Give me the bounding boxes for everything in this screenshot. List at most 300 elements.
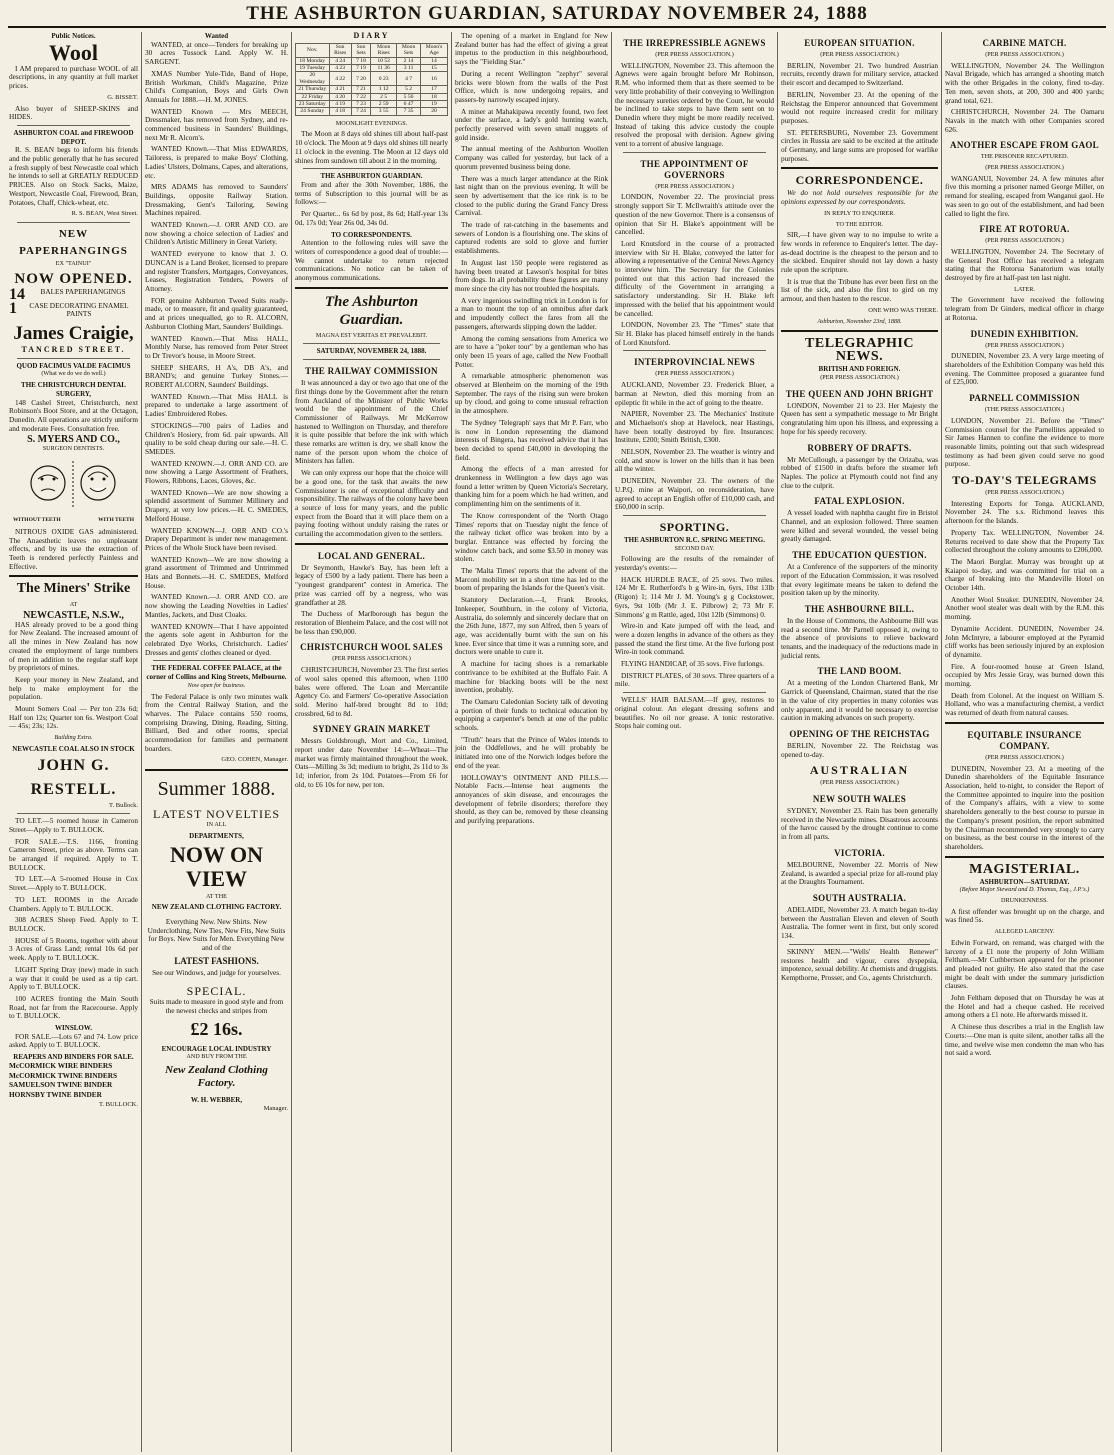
letter-signature: ONE WHO WAS THERE. bbox=[868, 306, 938, 314]
article-text: ADELAIDE, November 23. A match began to-day between the Australian Eleven and eleven of South Australia. The former went in first, but only scored 134. bbox=[781, 905, 938, 941]
article-text: Mr McCullough, a passenger by the Orizaba, was robbed of £1500 in drafts before the steamer left Naples. The police at Plymouth could not find any clue to the culprit. bbox=[781, 454, 938, 490]
article-text: We can only express our hope that the choice will be a good one, for the task that awaits the new Commissioner is one of exceptional difficulty and responsibility. The railways of the colony have been a source of loss for many years, and the public expect from the Board that it will place them on a paying footing without unduly raising the rates or curtailing the accommodation given to the settlers. bbox=[295, 468, 448, 539]
article-text: The trade of rat-catching in the basements and sewers of London is a flourishing one. The skins of captured rodents are sold to glove and furrier establishments. bbox=[455, 220, 608, 256]
ad-text: WANTED Known.—That Miss HALL, Monthly Nurse, has removed from Peter Street to Dr Trevor's house, in Moore Street. bbox=[145, 333, 288, 360]
table-cell: 7 22 bbox=[351, 93, 370, 100]
article-text: Another Wool Steaker. DUNEDIN, November 24. Another wool stealer was dealt with by the R.M. this morning. bbox=[945, 594, 1104, 622]
article-text: Wire-in and Kate jumped off with the lead, and were a dozen lengths in advance of the others as they passed the stand the first time. At the five furlong post Wire-in took command. bbox=[615, 621, 774, 657]
article-text: There was a much larger attendance at the Rink last night than on the previous evening. It will be seen by advertisement that the ice rink is to be closed to the public during the Grand Fancy Dress Carnival. bbox=[455, 173, 608, 218]
table-cell: 23 Saturday bbox=[296, 100, 330, 107]
table-cell: 4 7 bbox=[397, 72, 421, 86]
table-cell: 2 59 bbox=[371, 100, 397, 107]
article-text: The Duchess of Marlborough has begun the restoration of Blenheim Palace, and the cost will not be less than £90,000. bbox=[295, 609, 448, 636]
ad-subtitle: SPECIAL. bbox=[186, 984, 247, 999]
ad-title: ASHBURTON COAL and FIREWOOD DEPOT. bbox=[13, 128, 134, 146]
article-headline: TO-DAY'S TELEGRAMS bbox=[952, 473, 1097, 488]
article-headline: SPORTING. bbox=[659, 519, 730, 534]
ad-title: New Zealand Clothing Factory. bbox=[165, 1063, 268, 1089]
table-row bbox=[296, 93, 448, 100]
table-cell: 1 12 bbox=[371, 86, 397, 93]
ad-text: TO LET.—5 roomed house in Cameron Street—Apply to T. BULLOCK. bbox=[9, 816, 138, 834]
ad-text: WANTED everyone to know that J. O. DUNCAN is a Land Broker, licensed to prepare and register Transfers, Mortgages, Conveyances, Leases, Registration Tenders, Powers of Attorney. bbox=[145, 249, 288, 293]
article-text: The Maori Burglar. Murray was brought up at Kaiapoi to-day, and was committed for trial on a charge of breaking into the Mandeville Hotel on October 14th. bbox=[945, 556, 1104, 593]
press-credit: (PER PRESS ASSOCIATION.) bbox=[820, 51, 899, 58]
ad-title: QUOD FACIMUS VALDE FACIMUS bbox=[16, 361, 131, 370]
ad-text: 100 ACRES fronting the Main South Road, not far from the Racecourse. Apply to T. BULLOCK. bbox=[9, 993, 138, 1021]
divider bbox=[303, 168, 440, 169]
list-item: HORNSBY TWINE BINDER bbox=[9, 1089, 102, 1099]
article-subheadline: THE PRISONER RECAPTURED. bbox=[980, 153, 1069, 161]
table-cell: 24 Sunday bbox=[296, 108, 330, 115]
section-header: DIARY bbox=[353, 32, 390, 40]
ad-text: TO LET. ROOMS in the Arcade Chambers. Apply to T. BULLOCK. bbox=[9, 894, 138, 913]
article-headline: ROBBERY OF DRAFTS. bbox=[807, 442, 912, 453]
table-cell: 0 23 bbox=[371, 72, 397, 86]
press-credit: (PER PRESS ASSOCIATION.) bbox=[985, 164, 1064, 172]
article-subheadline: BRITISH AND FOREIGN. bbox=[818, 365, 901, 374]
table-cell: 14 bbox=[421, 57, 448, 64]
article-subheadline: ASHBURTON—SATURDAY. bbox=[979, 877, 1070, 886]
article-text: AUCKLAND, November 23. Frederick Bluer, a barman at Newton, died this morning from an epileptic fit while in the act of going to the theatre. bbox=[615, 380, 774, 407]
section-header: MOONLIGHT EVENINGS. bbox=[335, 119, 408, 127]
article-text: During a recent Wellington "zephyr" several bricks were blown from the walls of the Post Office, which is now undergoing repairs, and passers-by narrowly escaped injury. bbox=[455, 68, 608, 104]
article-text: A very ingenious swindling trick in London is for a man to mount the top of an omnibus after dark and impudently collect the fares from all the passengers, afterwards slipping down the ladder. bbox=[455, 295, 608, 331]
ad-subtitle: EX "TAINUI" bbox=[55, 259, 92, 267]
ad-text: SKINNY MEN.—"Wells' Health Renewer" restores health and vigour, cures dyspepsia, impotence, sexual debility. At chemists and druggists. Kempthorne, Prosser, and Co., agents Christchurch. bbox=[781, 946, 938, 982]
article-headline: LOCAL AND GENERAL. bbox=[317, 550, 426, 561]
table-cell: 4 20 bbox=[329, 93, 351, 100]
article-text: A vessel loaded with naphtha caught fire in Bristol Channel, and an explosion followed. Three seamen were killed and several wounded, the vessel being greatly damaged. bbox=[781, 508, 938, 544]
column-7 bbox=[941, 32, 1107, 1452]
ad-text: FOR genuine Ashburton Tweed Suits ready-made, or to measure, fit and quality guaranteed, and at prices unequalled, go to R. ALCORN, Ashburton Clothing Mart, Saunders' Buildings. bbox=[145, 295, 288, 331]
column-5 bbox=[611, 32, 777, 1452]
column-6 bbox=[777, 32, 941, 1452]
article-headline: THE IRREPRESSIBLE AGNEWS bbox=[623, 38, 766, 48]
column-2 bbox=[141, 32, 291, 1452]
article-text: WANGANUI, November 24. A few minutes after five this morning a prisoner named George Miller, on remand for stealing, escaped from Wanganui gaol. He was seen to go out of the establishment, and had been called to light the fire. bbox=[945, 173, 1104, 218]
article-headline: CHRISTCHURCH WOOL SALES bbox=[300, 642, 443, 653]
article-text: DUNEDIN, November 23. A very large meeting of shareholders of the Exhibition Company was held this evening. The Committee proposed a guarantee fund of £25,000. bbox=[945, 351, 1104, 387]
table-cell: 20 Wednesday bbox=[296, 72, 330, 86]
article-text: A machine for tacing shoes is a remarkable contrivance to be exhibited at the Buffalo Fair. A machine for blacking boots will be the next invention, probably. bbox=[455, 659, 608, 695]
article-text: Property Tax. WELLINGTON, November 24. Returns received to date show that the Property Tax collected throughout the colony amounts to £206,000. bbox=[945, 527, 1104, 555]
article-text: Per Quarter... 6s 6d by post, 8s 6d; Half-year 13s 0d, 17s 0d; Year 26s 0d, 34s 0d. bbox=[295, 209, 448, 227]
divider bbox=[945, 722, 1104, 724]
ad-text: HAS already proved to be a good thing for New Zealand. The increased amount of all the mines in New Zealand has now created the employment of large numbers of men in addition to the regular staff kept by proprietors of mines. bbox=[9, 619, 138, 673]
table-row bbox=[296, 100, 448, 107]
ad-signature: GEO. COHEN, Manager. bbox=[221, 756, 288, 764]
article-text: SIR,—I have given way to no impulse to write a few words in reference to Enquirer's letter. The day-as-dead doctrine is the cheapest to the person and to the sickbed. Enquirer should not lay down a hasty rule upon the scripture. bbox=[781, 230, 938, 275]
table-cell: 7 24 bbox=[351, 108, 370, 115]
article-headline: CORRESPONDENCE. bbox=[795, 173, 924, 188]
ad-title: Wool bbox=[49, 39, 98, 65]
ad-text: WANTED Known.—J. ORR AND CO. are now showing the Leading Novelties in Ladies' Mantles, Jackets, and Dust Cloaks. bbox=[145, 592, 288, 619]
ad-text: WANTED Known—We are now showing a splendid assortment of Summer Millinery and Drapery, at very low prices.—H. C. SMEDES, Melford House. bbox=[145, 487, 288, 523]
ad-title: WINSLOW. bbox=[55, 1024, 92, 1033]
article-text: The 'Malta Times' reports that the advent of the Marconi mobility set in a short time has led to the boom of preparing the Islands for the Queen's visit. bbox=[455, 566, 608, 593]
article-headline: FIRE AT ROTORUA. bbox=[979, 224, 1070, 235]
ad-subtitle: SURGEON DENTISTS. bbox=[42, 445, 105, 453]
article-headline: THE ASHBOURNE BILL. bbox=[804, 603, 915, 614]
newspaper-motto: MAGNA EST VERITAS ET PREVALEBIT. bbox=[315, 331, 428, 339]
table-cell: 15 bbox=[421, 64, 448, 71]
article-headline: CARBINE MATCH. bbox=[982, 38, 1067, 48]
article-subheadline: IN REPLY TO ENQUIRER. bbox=[824, 209, 895, 217]
table-row bbox=[296, 64, 448, 71]
article-text: The Sydney 'Telegraph' says that Mr P. Farr, who is now in London representing the diamond interests of Bingera, has received advice that it has been decided to spend £40,000 in developing the field. bbox=[455, 417, 608, 462]
press-credit: (PER PRESS ASSOCIATION.) bbox=[985, 489, 1064, 497]
article-subheadline: THE ASHBURTON R.C. SPRING MEETING. bbox=[623, 535, 765, 544]
article-text: DUNEDIN, November 23. At a meeting of the Dunedin shareholders of the Equitable Insurance Association, held to-night, to consider the Report of the Committee appointed to inquire into the position of the Company's affairs, with a view to some shareholders generally to the best course to pursue in the Company's present position, the report submitted by the Chairman recommended very strongly to carry on business, as the best course in the interest of the shareholders. bbox=[945, 763, 1104, 851]
article-subheadline: TO THE EDITOR. bbox=[835, 220, 884, 228]
ad-text: WANTED Known.—J. ORR AND CO. are now showing a choice selection of Ladies' and Children's Artistic Millinery in Great Variety. bbox=[145, 220, 288, 247]
table-cell: 19 bbox=[421, 100, 448, 107]
article-text: John Feltham deposed that on Thursday he was at the Hotel and had a cheque cashed. He received among others a £1 note. He afterwards missed it. bbox=[945, 993, 1104, 1020]
ad-text: XMAS Number Yule-Tide, Band of Hope, British Workman, Child's Magazine, Prize Child's Companion, Boys and Girls Own Annuals for 1888.—H. M. JONES. bbox=[145, 68, 288, 104]
ad-text: WANTED Known.—That Miss HALL is prepared to undertake a large assortment of Ladies' Embroidered Robes. bbox=[145, 391, 288, 419]
ad-text: Keep your money in New Zealand, and help to make employment for the population. bbox=[9, 674, 138, 702]
article-headline: THE QUEEN AND JOHN BRIGHT bbox=[785, 388, 934, 399]
table-cell: 11 36 bbox=[371, 64, 397, 71]
ad-text: 14 BALES PAPERHANGINGS bbox=[9, 285, 126, 303]
article-headline: VICTORIA. bbox=[834, 847, 885, 858]
article-text: It is true that the Tribune has ever been first on the list of the sick, and also the first to gird on my armour, and then hasten to the rescue. bbox=[781, 276, 938, 304]
table-cell: 2 5 bbox=[371, 93, 397, 100]
caption-right: WITH TEETH bbox=[98, 517, 134, 524]
press-credit: (PER PRESS ASSOCIATION.) bbox=[655, 182, 734, 190]
ad-text: 308 ACRES Sheep Feed. Apply to T. BULLOCK. bbox=[9, 915, 138, 933]
ad-text: STOCKINGS—700 pairs of Ladies and Children's Hosiery, from 6d. pair upwards. All quality to be sold cheap during our sale.—H. C. SMEDES. bbox=[145, 420, 288, 456]
article-text: Interesting Exports for Tonga. AUCKLAND, November 24. The s.s. Richmond leaves this afternoon for the Islands. bbox=[945, 498, 1104, 526]
table-cell: 22 Friday bbox=[296, 93, 330, 100]
divider bbox=[17, 222, 130, 223]
page-title: THE ASHBURTON GUARDIAN, SATURDAY NOVEMBER 24, 1888 bbox=[246, 3, 868, 24]
ad-signature: R. S. BEAN, West Street. bbox=[71, 210, 138, 218]
ad-text: WANTED KNOWN.—J. ORR AND CO. are now showing a Large Assortment of Feathers, Flowers, Ribbons, Laces, Gloves, &c. bbox=[145, 458, 288, 486]
press-credit: (PER PRESS ASSOCIATION.) bbox=[985, 51, 1064, 58]
divider bbox=[623, 152, 766, 153]
article-headline: TELEGRAPHIC NEWS. bbox=[805, 336, 914, 365]
article-subheadline: LATER. bbox=[1014, 285, 1035, 293]
ad-subtitle: LATEST FASHIONS. bbox=[174, 955, 259, 966]
article-text: LONDON, November 21. Before the "Times" Commission counsel for the Parnellites appealed to Sir James Hannen to confine the evidence to more reasonable limits, pointing out that such widespread testimony as had been given could serve no good purpose. bbox=[945, 415, 1104, 469]
ad-text: Also buyer of SHEEP-SKINS and HIDES. bbox=[9, 103, 138, 122]
article-headline: INTERPROVINCIAL NEWS bbox=[634, 357, 755, 368]
article-text: Among the effects of a man arrested for drunkenness in Wellington a few days ago was found a letter written by Queen Victoria's Secretary, thanking him for a poem which he had written, and complimenting him on the sentiments of it. bbox=[455, 464, 608, 509]
table-cell: 20 bbox=[421, 108, 448, 115]
table-cell: 7 35 bbox=[397, 108, 421, 115]
ad-signature: W. H. WEBBER, bbox=[190, 1095, 243, 1104]
ad-text: Mount Somers Coal — Per ton 23s 6d; Half ton 12s; Quarter ton 6s. Westport Coal — 45s; 23s; 12s. bbox=[9, 704, 138, 731]
divider bbox=[17, 125, 130, 126]
ad-text: R. S. BEAN begs to inform his friends and the public generally that he has secured a fresh supply of best Newcastle coal which he intends to sell at GREATLY REDUCED PRICES. Also on Stock Sacks, Maize, Westport, Newcastle Coal, Firewood, Bran, Potatoes, Chaff, Chick-wheat, etc. bbox=[9, 145, 138, 207]
article-text: HACK HURDLE RACE, of 25 sovs. Two miles. 124 Mr E. Rutherford's b g Wire-in, 6yrs, 10st 13lb (Rigon) 1; 114 Mr J. M. Young's g g Cockstower, 6yrs, 9st 10lb (Mr J. E. Pilbrow) 2; 73 Mr F. Simmons' g m Rattle, aged, 10st 12lb (Simmons) 0. bbox=[615, 574, 774, 619]
ad-text: NITROUS OXIDE GAS administered. The Anaesthetic leaves no unpleasant effects, and by its use the extraction of Teeth is rendered perfectly Painless and Effective. bbox=[9, 526, 138, 571]
table-cell: 10 52 bbox=[371, 57, 397, 64]
ad-text: 1 CASE DECORATING ENAMEL PAINTS bbox=[9, 299, 129, 319]
column-1 bbox=[6, 32, 141, 1452]
ad-text: WANTED KNOWN—That I have appointed the agents sole agent in Ashburton for the celebrated Dye Works, Christchurch. Ladies' Dresses and gents' clothes cleaned or dyed. bbox=[145, 621, 288, 657]
ad-text: NEW ZEALAND CLOTHING FACTORY. bbox=[151, 903, 282, 912]
ad-text: AND BUY FROM THE bbox=[186, 1053, 247, 1061]
table-cell: 4 22 bbox=[329, 72, 351, 86]
ad-title: The Miners' Strike bbox=[16, 581, 131, 597]
article-headline: AUSTRALIAN bbox=[809, 763, 910, 778]
article-headline: THE EDUCATION QUESTION. bbox=[792, 550, 927, 561]
section-header: Wanted bbox=[204, 32, 229, 40]
table-header: Sun Rises bbox=[329, 43, 351, 57]
table-cell: 3 55 bbox=[371, 108, 397, 115]
article-headline: EUROPEAN SITUATION. bbox=[804, 38, 915, 48]
letter-date: Ashburton, November 23rd, 1888. bbox=[817, 317, 902, 325]
column-4 bbox=[451, 32, 611, 1452]
article-text: BERLIN, November 23. At the opening of the Reichstag the Emperor announced that Government would not require increased credit for military purposes. bbox=[781, 89, 938, 125]
ad-title: THE CHRISTCHURCH DENTAL SURGERY, bbox=[21, 381, 126, 398]
list-item: SAMUELSON TWINE BINDER bbox=[9, 1080, 113, 1090]
press-credit: (PER PRESS ASSOCIATION.) bbox=[985, 753, 1064, 761]
article-text: FLYING HANDICAP, of 35 sovs. Five furlongs. bbox=[621, 659, 764, 669]
article-text: CHRISTCHURCH, November 23. The first series of wool sales opened this afternoon, when 1100 bales were offered. The Loan and Mercantile Agency Co. and Farmers' Co-operative Association sold. Merino half-bred brought 8d to 10d; crossbred, 6d to 8d. bbox=[295, 665, 448, 718]
article-text: Dr Seymonth, Hawke's Bay, has been left a legacy of £500 by a lady patient. There has been a "youngest grandparent" contest in America. The prize was carried off by a negress, who was grandfather at 28. bbox=[295, 562, 448, 607]
table-cell: 6 47 bbox=[397, 100, 421, 107]
table-cell: 4 18 bbox=[329, 108, 351, 115]
masthead bbox=[8, 2, 1106, 28]
article-headline: ANOTHER ESCAPE FROM GAOL bbox=[950, 140, 1099, 151]
press-credit: (PER PRESS ASSOCIATION.) bbox=[655, 51, 734, 58]
article-text: From and after the 30th November, 1886, the terms of Subscription to this journal will be as follows:— bbox=[295, 179, 448, 207]
article-text: In August last 150 people were registered as having been treated at Lawson's hospital for bites from dogs. In all probability these figures are many more since the city has not troubled the hospitals. bbox=[455, 257, 608, 293]
table-cell: 7 19 bbox=[351, 64, 370, 71]
article-text: WELLINGTON, November 24. The Wellington Naval Brigade, which has arranged a shooting match with the other Brigades in the colony, fired to-day. Ten men, seven shots, at 200, 300 and 400 yards; grand total, 621. bbox=[945, 60, 1104, 105]
article-text: Among the coming sensations from America we are to have a "poker tour" by a gentleman who has only been 15 years of age, called the New Football Potter. bbox=[455, 333, 608, 369]
article-headline: THE APPOINTMENT OF GOVERNORS bbox=[640, 158, 749, 180]
article-text: DISTRICT PLATES, of 30 sovs. Three quarters of a mile. bbox=[615, 670, 774, 689]
divider bbox=[9, 575, 138, 577]
ad-subtitle: Now open for business. bbox=[187, 681, 246, 689]
ad-price: £2 16s. bbox=[190, 1018, 243, 1039]
article-text: A miner at Mahakipawa recently found, two feet under the surface, a lady's gold hunting watch, perfectly preserved with seven small nuggets of gold inside. bbox=[455, 106, 608, 142]
divider bbox=[303, 343, 440, 344]
table-row bbox=[296, 57, 448, 64]
ad-text: WANTED, at once—Tenders for breaking up 30 acres Tussock Land. Apply W. H. SARGENT. bbox=[145, 39, 288, 67]
divider bbox=[295, 543, 448, 545]
divider bbox=[17, 813, 130, 814]
ad-text: TO LET.—A 5-roomed House in Cox Street.—Apply to T. BULLOCK. bbox=[9, 874, 138, 893]
article-text: The Moon at 8 days old shines till about half-past 10 o'clock. The Moon at 9 days old shines till nearly 11 o'clock in the evening. The Moon at 12 days old shines from sundown till about 2 in the morning. bbox=[295, 129, 448, 165]
ad-text: DEPARTMENTS, bbox=[189, 831, 244, 840]
article-text: BERLIN, November 22. The Reichstag was opened to-day. bbox=[781, 740, 938, 759]
article-text: The Oamaru Caledonian Society talk of devoting a portion of their funds to technical education by equipping a carpenter's bench at one of the public schools. bbox=[455, 696, 608, 733]
ad-text: WANTED KNOWN—J. ORR AND CO.'s Drapery Department is under new management. Prices of the Whole Stock have been revised. bbox=[145, 525, 288, 552]
ad-text: Suits made to measure in good style and from the newest checks and stripes from bbox=[149, 997, 284, 1015]
ad-title: NEW PAPERHANGINGS bbox=[19, 227, 128, 257]
ad-text: IN ALL bbox=[206, 821, 227, 829]
article-text: At a Conference of the supporters of the minority report of the Education Commission, it was resolved that every legitimate means be taken to defend the position taken up by the minority. bbox=[781, 562, 938, 598]
dental-illustration bbox=[9, 457, 138, 525]
caption-left: WITHOUT TEETH bbox=[13, 517, 61, 524]
ad-signature: T. Bullock. bbox=[109, 801, 138, 809]
portrait-illustration bbox=[23, 457, 123, 517]
table-header: Moon Rises bbox=[371, 43, 397, 57]
divider bbox=[303, 359, 440, 360]
ad-text: 148 Cashel Street, Christchurch, next Robinson's Boot Store, and at the Octagon, Dunedin. All operations are strictly uniform and moderate Fees. Consultation free. bbox=[9, 397, 138, 433]
diary-table bbox=[295, 43, 448, 116]
press-credit: (PER PRESS ASSOCIATION.) bbox=[820, 779, 899, 787]
press-credit: (PER PRESS ASSOCIATION.) bbox=[985, 341, 1064, 349]
table-cell: 21 Thursday bbox=[296, 86, 330, 93]
press-credit: (PER PRESS ASSOCIATION.) bbox=[820, 373, 899, 381]
article-text: Statutory Declaration.—I, Frank Brooks, Innkeeper, Southburn, in the colony of Victoria, Australia, do solemnly and sincerely declare that on the 26th June, 1877, my son Alfred, then 5 years of age, was accidentally burnt with the sun on his knee. Ever since that time it was a running sore, and doctors were unable to cure it. bbox=[455, 595, 608, 657]
ad-text: WANTED Known—We are now showing a grand assortment of Trimmed and Untrimmed Hats and Bonnets.—H. C. SMEDES, Melford House. bbox=[145, 554, 288, 590]
table-cell: 7 18 bbox=[351, 57, 370, 64]
article-text: The annual meeting of the Ashburton Woollen Company was called for yesterday, but lack of a quorum prevented business being done. bbox=[455, 144, 608, 171]
article-text: Lord Knutsford in the course of a protracted interview with Sir H. Blake, conveyed the latter for allowing a representative of the Central News Agency to interview him. The Secretary for the Colonies pointed out that this action had increased the difficulty of the Government in arranging a satisfactory understanding. Sir H. Blake left impressed with the belief that his appointment would be cancelled. bbox=[615, 238, 774, 318]
ad-signature: T. BULLOCK. bbox=[98, 1100, 138, 1108]
ad-text: WELLS' HAIR BALSAM.—If grey, restores to original colour. An elegant dressing softens and beautifies. No oil nor grease. A tonic restorative. Stops hair coming out. bbox=[615, 695, 774, 731]
article-text: LONDON, November 23. The "Times" state that Sir H. Blake has placed himself entirely in the hands of Lord Knutsford. bbox=[615, 320, 774, 347]
article-headline: PARNELL COMMISSION bbox=[969, 393, 1080, 404]
table-row bbox=[296, 72, 448, 86]
article-headline: THE RAILWAY COMMISSION bbox=[305, 366, 438, 377]
article-subheadline: DRUNKENNESS. bbox=[1001, 897, 1048, 905]
article-headline: DUNEDIN EXHIBITION. bbox=[970, 328, 1079, 339]
ad-text: FOR SALE.—Lots 67 and 74. Low price asked. Apply to T. BULLOCK. bbox=[9, 1031, 138, 1050]
ad-banner: NOW OPENED. bbox=[14, 270, 133, 287]
divider bbox=[145, 769, 288, 771]
table-header: Moon Sets bbox=[397, 43, 421, 57]
article-text: CHRISTCHURCH, November 24. The Oamaru Navals in the match with other Companies scored 626. bbox=[945, 107, 1104, 134]
divider bbox=[623, 692, 766, 693]
table-cell: 4 23 bbox=[329, 64, 351, 71]
table-cell: 5 56 bbox=[397, 93, 421, 100]
article-text: DUNEDIN, November 23. The owners of the U.P.Q. mine at Waipori, on reconsideration, have agreed to accept an English offer of £10,000 cash, and £60,000 in scrip. bbox=[615, 476, 774, 512]
article-text: At a meeting of the London Chartered Bank, Mr Garrick of Queensland, Chairman, stated that the rise in the value of city properties in many colonies was only apparent, and it would be necessary to exercise caution in making advances on such property. bbox=[781, 678, 938, 723]
ad-subtitle: (What we do we do well.) bbox=[41, 370, 106, 378]
article-headline: SOUTH AUSTRALIA. bbox=[812, 893, 907, 903]
article-headline: THE LAND BOOM. bbox=[817, 666, 902, 677]
table-cell: 3 11 bbox=[397, 64, 421, 71]
article-text: LONDON, November 22. The provincial press strongly support Sir T. McIlwraith's attitude over the question of the new Governor. There is a consensus of opinion that Sir H. Blake's appointment will be cancelled. bbox=[615, 192, 774, 237]
ad-text: I AM prepared to purchase WOOL of all descriptions, in any quantity at full market prices. bbox=[9, 63, 138, 91]
table-cell: 18 bbox=[421, 93, 448, 100]
article-headline: OPENING OF THE REICHSTAG bbox=[789, 728, 930, 739]
article-text: Death from Colonel. At the inquest on William S. Holland, who was a manufacturing chemist, a verdict was returned of death from natural causes. bbox=[945, 690, 1104, 718]
article-text: The Know correspondent of the 'North Otago Times' reports that on Tuesday night the fence of the railway ticket office was broken into by a burglar. Entrance was effected by forcing the window catch back, and some $3.50 in money was stolen. bbox=[455, 510, 608, 564]
newspaper-flag: The Ashburton Guardian. bbox=[324, 293, 419, 328]
ad-text: AT THE bbox=[206, 892, 227, 900]
article-text: Attention to the following rules will save the writers of correspondence a good deal of trouble:—We cannot undertake to return rejected communications. No notice can be taken of anonymous communications. bbox=[295, 238, 448, 283]
article-text: It was announced a day or two ago that one of the first things done by the Government after the return from Auckland of the Minister of Public Works would be the appointment of the Chief Commissioner of Railways. Mr McKerrow hastened to Wellington on Thursday, and therefore it is quite possible that before the ink with which these remarks are written is dry, we shall know the name of the person upon whom the choice of Ministers has fallen. bbox=[295, 378, 448, 466]
article-subheadline: ALLEGED LARCENY. bbox=[994, 928, 1055, 936]
press-credit: (PER PRESS ASSOCIATION.) bbox=[655, 370, 734, 378]
ad-text: WANTED Known.—That Miss EDWARDS, Tailoress, is prepared to make Boys' Clothing, Ladies' Ulsters, Dolmans, Capes, and alterations, etc. bbox=[145, 144, 288, 180]
divider bbox=[623, 350, 766, 351]
table-cell: 18 Monday bbox=[296, 57, 330, 64]
ad-subtitle: NEWCASTLE, N.S.W., bbox=[23, 610, 124, 622]
table-cell: 19 Tuesday bbox=[296, 64, 330, 71]
article-text: Fire. A four-roomed house at Green Island, occupied by Mrs Jessie Gray, was burned down this morning. bbox=[945, 661, 1104, 689]
divider bbox=[789, 944, 930, 945]
table-cell: 16 bbox=[421, 72, 448, 86]
article-text: BERLIN, November 21. Two hundred Austrian recruits, recently drawn for military service, attacked their escort and decamped to Switzerland. bbox=[781, 60, 938, 88]
article-text: A first offender was brought up on the charge, and was fined 5s. bbox=[945, 906, 1104, 925]
article-text: A remarkable atmospheric phenomenon was observed at Blenheim on the morning of the 19th September. The rays of the rising sun were broken up by cloud, and going to come unusual refraction in the atmosphere. bbox=[455, 371, 608, 416]
article-subheadline: (Before Major Steward and D. Thomas, Esq., J.P.'s.) bbox=[959, 886, 1090, 894]
section-header: TO CORRESPONDENTS. bbox=[331, 230, 412, 239]
divider bbox=[781, 330, 938, 332]
table-header-row bbox=[296, 43, 448, 57]
table-cell: 7 21 bbox=[351, 86, 370, 93]
ad-signature: Manager. bbox=[263, 1104, 288, 1112]
ad-subtitle: AT bbox=[69, 601, 78, 609]
article-text: WELLINGTON, November 23. This afternoon the Agnews were again brought before Mr Robinson, R.M. who informed them that as there seemed to be very little probability of their conveying to Wellington the necessary sureties ordered by the Court, he would be inclined to take steps to have them sent on to Dunedin where they might be more readily received. Instead of taking this advice custody the couple resolved the proposal with derision. Agnew giving vent to a torrent of abusive language. bbox=[615, 60, 774, 149]
ad-note: Building Extra. bbox=[54, 734, 93, 742]
ad-text: WANTED Known — Mrs MEECH, Dressmaker, has removed from Sydney, and re-commenced business in Saunders' Buildings, next Mr R. Alcorn's. bbox=[145, 106, 288, 142]
press-credit: (PER PRESS ASSOCIATION.) bbox=[985, 237, 1064, 245]
ad-title: James Craigie, bbox=[13, 323, 134, 345]
article-text: LONDON, November 21 to 23. Her Majesty the Queen has sent a sympathetic message to Mr Bright congratulating him upon his illness, and expressing a hope for his speedy recovery. bbox=[781, 400, 938, 436]
article-text: Following are the results of the remainder of yesterday's events:— bbox=[615, 554, 774, 573]
ad-subtitle: LATEST NOVELTIES bbox=[153, 807, 280, 822]
table-cell: 17 bbox=[421, 86, 448, 93]
article-note: We do not hold ourselves responsible for the opinions expressed by our correspondents. bbox=[781, 188, 938, 207]
article-text: NELSON, November 23. The weather is wintry and cold, and snow is lower on the hills than it has been all the winter. bbox=[615, 447, 774, 474]
article-text: The opening of a market in England for New Zealand butter has had the effect of giving a great impetus to the production in this neighbourhood, says the "Fielding Star." bbox=[455, 32, 608, 67]
ad-text: FOR SALE.—T.S. 1166, fronting Cameron Street, price as above. Terms can be arranged if required. Apply to T. BULLOCK. bbox=[9, 836, 138, 872]
article-headline: NEW SOUTH WALES bbox=[812, 794, 907, 805]
article-text: NAPIER, November 23. The Mechanics' Institute and Michaelson's shop at Havelock, near Hastings, have been totally destroyed by fire. Insurances: Institute, £200; Smith British, £300. bbox=[615, 409, 774, 445]
article-text: The Government have received the following telegram from Dr Ginders, medical officer in charge at Rotorua. bbox=[945, 295, 1104, 322]
ad-text: SHEEP SHEARS, H A's, DB A's, and BRAND's; and genuine Turkey Stones.—ROBERT ALCORN, Saunders' Buildings. bbox=[145, 362, 288, 390]
article-text: SYDNEY, November 23. Rain has been generally received in the Newcastle mines. Disastrous accounts of the havoc caused by the drought continue to come in from all parts. bbox=[781, 806, 938, 842]
article-headline: MAGISTERIAL. bbox=[969, 861, 1080, 877]
table-cell: 7 23 bbox=[351, 100, 370, 107]
ad-text: See our Windows, and judge for yourselves. bbox=[152, 968, 281, 978]
article-text: ST. PETERSBURG, November 23. Government circles in Russia are said to be excited at the attitude of Germany, and large sums are proposed for warlike purposes. bbox=[781, 127, 938, 163]
article-text: Messrs Goldsbrough, Mort and Co., Limited, report under date November 14:—Wheat—The market was firmly maintained throughout the week. Oats—Milling 3s 3d; medium to bright, 2s 11d to 3s 1d; inferior, from 2s 10d. Potatoes—From £6 for old, to £6 10s for new, per ton. bbox=[295, 736, 448, 789]
column-3 bbox=[291, 32, 451, 1452]
ad-text: The Federal Palace is only two minutes walk from the Central Railway Station, and the wharves. The Palace contains 550 rooms, comprising Drawing, Dining, Reading, Sitting, Billiard, Bed and other rooms, special accommodation for families and permanent boarders. bbox=[145, 691, 288, 753]
article-subheadline: SECOND DAY. bbox=[674, 544, 715, 552]
binders-list bbox=[9, 1062, 138, 1100]
table-row bbox=[296, 108, 448, 115]
issue-date: SATURDAY, NOVEMBER 24, 1888. bbox=[316, 347, 427, 356]
divider bbox=[17, 358, 130, 359]
ad-title: THE ASHBURTON GUARDIAN. bbox=[320, 172, 423, 181]
article-text: "Truth" hears that the Prince of Wales intends to join the Oddfellows, and he will probably be initiated into one of the Norwich lodges before the end of the year. bbox=[455, 734, 608, 770]
table-body bbox=[296, 57, 448, 115]
article-text: MELBOURNE, November 22. Morris of New Zealand, is awarded a special prize for all-round play at the Draughts Tournament. bbox=[781, 859, 938, 887]
article-text: Edwin Forward, on remand, was charged with the larceny of a £1 note the property of John William Feltham.—Mr Cuthbertson appeared for the prisoner and pleaded not guilty. He also stated that the case might be dealt with under the summary jurisdiction clauses. bbox=[945, 937, 1104, 991]
table-header: Sun Sets bbox=[351, 43, 370, 57]
article-headline: SYDNEY GRAIN MARKET bbox=[312, 724, 431, 735]
article-text: HOLLOWAY'S OINTMENT AND PILLS.—Notable Facts.—Intense heat augments the annoyances of skin disease, and encourages the development of febrile disorders; therefore they should, as they can be, removed by these cleansing and purifying preparations. bbox=[455, 772, 608, 826]
ad-text: HOUSE of 5 Rooms, together with about 3 Acres of Grass Land; rental 10s 6d per week. Apply to T. BULLOCK. bbox=[9, 935, 138, 963]
divider bbox=[295, 287, 448, 289]
ad-text: ENCOURAGE LOCAL INDUSTRY bbox=[161, 1044, 272, 1053]
article-text: WELLINGTON, November 24. The Secretary of the General Post Office has received a telegram stating that the Rotorua Sanatorium was totally destroyed by fire at half-past ten last night. bbox=[945, 246, 1104, 283]
table-cell: 4 24 bbox=[329, 57, 351, 64]
ad-title: REAPERS AND BINDERS FOR SALE. bbox=[13, 1053, 134, 1062]
list-item: McCORMICK WIRE BINDERS bbox=[9, 1060, 113, 1070]
ad-text: Everything New. New Shirts. New Underclothing, New Ties, New Fits, New Suits for Boys. New Suits for Men. Everything New and of the bbox=[147, 916, 286, 953]
table-header: Nov. bbox=[296, 43, 330, 57]
table-row bbox=[296, 86, 448, 93]
table-cell: 5 2 bbox=[397, 86, 421, 93]
table-header: Moon's Age bbox=[421, 43, 448, 57]
ad-title: THE FEDERAL COFFEE PALACE, at the corner of Collins and King Streets, Melbourne. bbox=[146, 664, 287, 682]
divider bbox=[781, 167, 938, 169]
